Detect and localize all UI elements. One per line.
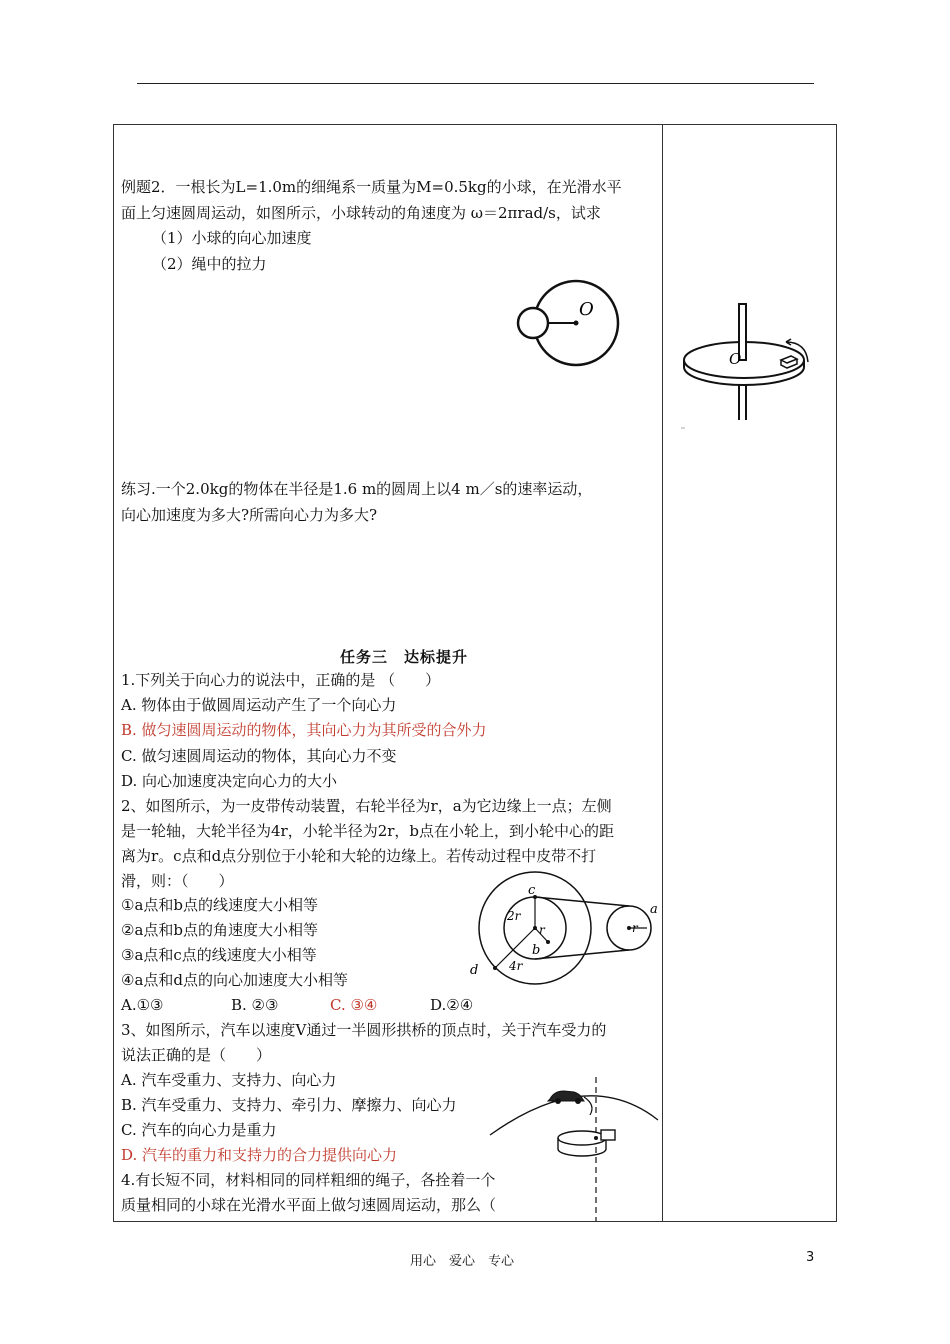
example2-line2: 面上匀速圆周运动，如图所示，小球转动的角速度为 ω＝2πrad/s，试求 — [121, 204, 601, 222]
example2-question2: （2）绳中的拉力 — [152, 255, 267, 273]
q1-option-c: C. 做匀速圆周运动的物体，其向心力不变 — [121, 747, 397, 765]
q1-option-b: B. 做匀速圆周运动的物体，其向心力为其所受的合外力 — [121, 721, 487, 739]
q1-stem: 1.下列关于向心力的说法中，正确的是 （ ） — [121, 671, 441, 689]
q3-option-a: A. 汽车受重力、支持力、向心力 — [121, 1071, 337, 1089]
label-a: a — [650, 902, 658, 917]
turntable-figure — [676, 300, 826, 435]
q2-choice-b: B. ②③ — [231, 996, 279, 1014]
q3-line2: 说法正确的是（ ） — [121, 1046, 272, 1064]
label-d: d — [470, 963, 479, 978]
q2-statement1: ①a点和b点的线速度大小相等 — [121, 896, 318, 914]
q2-choice-a: A.①③ — [121, 996, 164, 1014]
q1-option-a: A. 物体由于做圆周运动产生了一个向心力 — [121, 696, 397, 714]
practice-line2: 向心加速度为多大?所需向心力为多大? — [121, 506, 378, 524]
belt-drive-figure — [462, 870, 662, 990]
q2-choice-d: D.②④ — [430, 996, 474, 1014]
task3-title: 任务三 达标提升 — [340, 648, 469, 666]
turntable-label-o: O — [729, 350, 742, 368]
label-r-mid: r — [539, 923, 545, 937]
q2-choice-c: C. ③④ — [330, 996, 378, 1014]
ball-on-string-figure — [510, 278, 630, 368]
q2-line4: 滑，则：（ ） — [121, 872, 234, 890]
label-b: b — [532, 943, 541, 958]
table-column-divider — [662, 124, 663, 1222]
q3-option-d: D. 汽车的重力和支持力的合力提供向心力 — [121, 1146, 398, 1164]
q2-statement3: ③a点和c点的线速度大小相等 — [121, 946, 317, 964]
label-4r: 4r — [509, 959, 523, 973]
q4-line2: 质量相同的小球在光滑水平面上做匀速圆周运动，那么（ — [121, 1196, 497, 1214]
practice-line1: 练习.一个2.0kg的物体在半径是1.6 m的圆周上以4 m／s的速率运动， — [121, 480, 593, 498]
q2-line1: 2、如图所示，为一皮带传动装置，右轮半径为r，a为它边缘上一点；左侧 — [121, 797, 612, 815]
example2-question1: （1）小球的向心加速度 — [152, 229, 312, 247]
label-2r: 2r — [507, 909, 521, 923]
arch-bridge-figure — [488, 1075, 660, 1222]
example2-line1: 例题2．一根长为L=1.0m的细绳系一质量为M=0.5kg的小球，在光滑水平 — [121, 178, 622, 196]
q3-option-c: C. 汽车的向心力是重力 — [121, 1121, 277, 1139]
q3-line1: 3、如图所示，汽车以速度V通过一半圆形拱桥的顶点时，关于汽车受力的 — [121, 1021, 607, 1039]
q3-option-b: B. 汽车受重力、支持力、牵引力、摩擦力、向心力 — [121, 1096, 457, 1114]
q2-statement4: ④a点和d点的向心加速度大小相等 — [121, 971, 348, 989]
label-c: c — [528, 883, 536, 898]
q1-option-d: D. 向心加速度决定向心力的大小 — [121, 772, 338, 790]
header-rule — [137, 83, 814, 84]
q2-statement2: ②a点和b点的角速度大小相等 — [121, 921, 318, 939]
footer-motto: 用心 爱心 专心 — [410, 1254, 515, 1269]
label-r-small: r — [632, 921, 638, 935]
figure-label-o: O — [579, 299, 594, 320]
q2-line2: 是一轮轴，大轮半径为4r，小轮半径为2r，b点在小轮上，到小轮中心的距 — [121, 822, 615, 840]
q2-line3: 离为r。c点和d点分别位于小轮和大轮的边缘上。若传动过程中皮带不打 — [121, 847, 597, 865]
q4-line1: 4.有长短不同，材料相同的同样粗细的绳子，各拴着一个 — [121, 1171, 496, 1189]
page-number: 3 — [806, 1250, 815, 1265]
